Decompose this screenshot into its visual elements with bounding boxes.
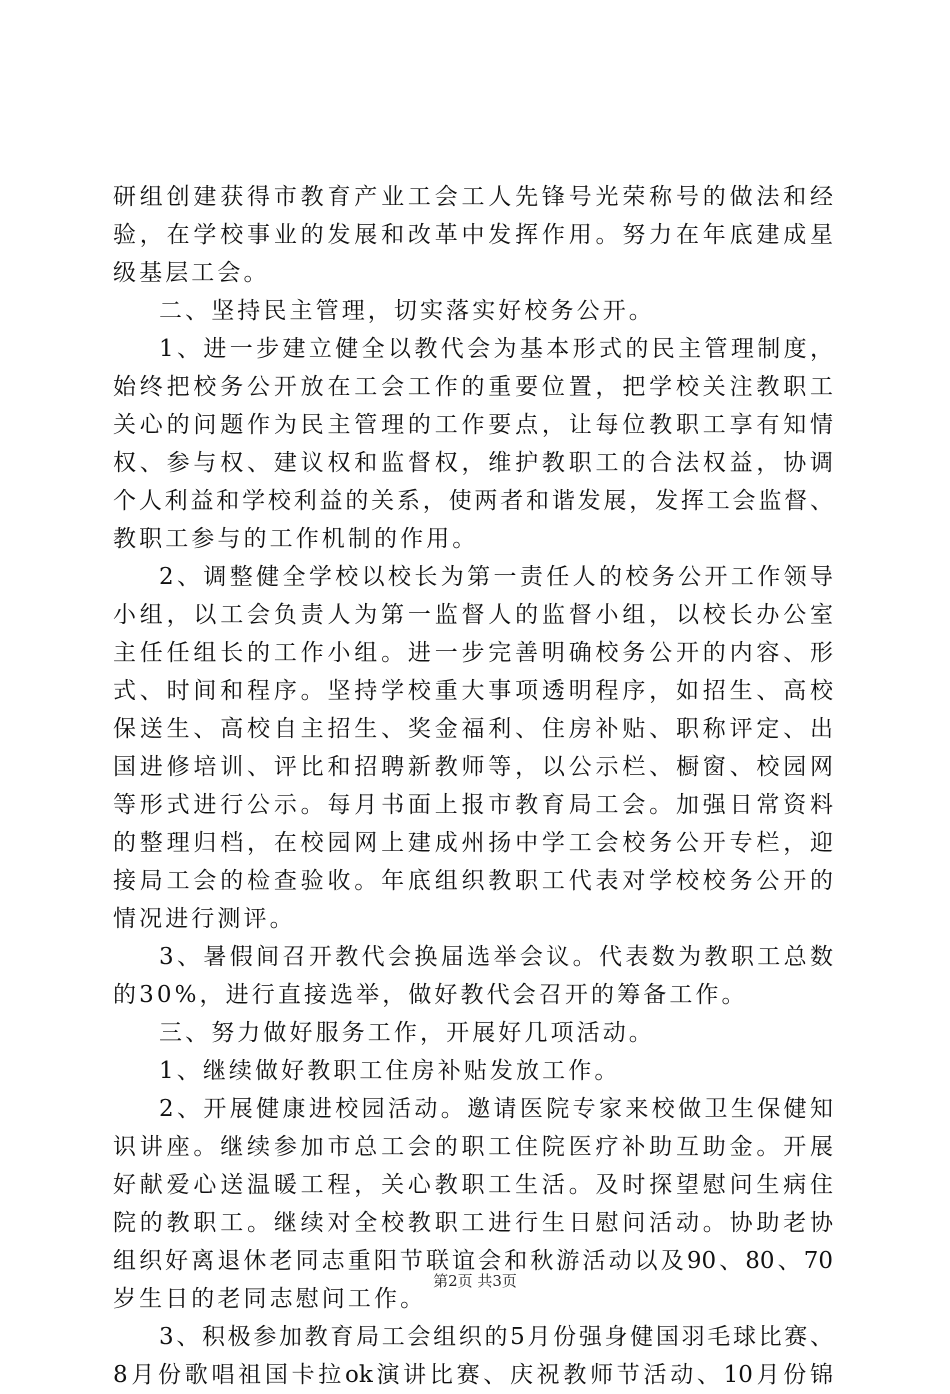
text-line: 等形式进行公示。每月书面上报市教育局工会。加强日常资料 [113,792,833,818]
text-line: 岁生日的老同志慰问工作。 [113,1286,427,1312]
page-footer: 第2页 共3页 [433,1272,517,1290]
text-line: 3、暑假间召开教代会换届选举会议。代表数为教职工总数 [159,944,833,970]
text-line: 1、继续做好教职工住房补贴发放工作。 [159,1058,621,1084]
text-line: 识讲座。继续参加市总工会的职工住院医疗补助互助金。开展 [113,1134,833,1160]
text-line: 主任任组长的工作小组。进一步完善明确校务公开的内容、形 [113,640,833,666]
text-line: 的整理归档，在校园网上建成州扬中学工会校务公开专栏，迎 [113,830,833,856]
text-line: 研组创建获得市教育产业工会工人先锋号光荣称号的做法和经 [113,184,833,210]
text-line: 关心的问题作为民主管理的工作要点，让每位教职工享有知情 [113,412,833,438]
text-line: 保送生、高校自主招生、奖金福利、住房补贴、职称评定、出 [113,716,833,742]
text-line: 2、开展健康进校园活动。邀请医院专家来校做卫生保健知 [159,1096,833,1122]
text-line: 式、时间和程序。坚持学校重大事项透明程序，如招生、高校 [113,678,833,704]
text-line: 组织好离退休老同志重阳节联谊会和秋游活动以及90、80、70 [113,1248,833,1274]
text-line: 权、参与权、建议权和监督权，维护教职工的合法权益，协调 [113,450,833,476]
text-line: 二、坚持民主管理，切实落实好校务公开。 [159,298,655,324]
text-line: 3、积极参加教育局工会组织的5月份强身健国羽毛球比赛、 [159,1324,833,1350]
text-line: 2、调整健全学校以校长为第一责任人的校务公开工作领导 [159,564,833,590]
document-body [113,178,833,1394]
text-line: 始终把校务公开放在工会工作的重要位置，把学校关注教职工 [113,374,833,400]
text-line: 院的教职工。继续对全校教职工进行生日慰问活动。协助老协 [113,1210,833,1236]
text-line: 国进修培训、评比和招聘新教师等，以公示栏、橱窗、校园网 [113,754,833,780]
text-line: 情况进行测评。 [113,906,296,932]
text-line: 1、进一步建立健全以教代会为基本形式的民主管理制度， [159,336,833,362]
text-line: 三、努力做好服务工作，开展好几项活动。 [159,1020,655,1046]
text-line: 接局工会的检查验收。年底组织教职工代表对学校校务公开的 [113,868,833,894]
text-line: 验，在学校事业的发展和改革中发挥作用。努力在年底建成星 [113,222,833,248]
text-line: 8月份歌唱祖国卡拉ok演讲比赛、庆祝教师节活动、10月份锦 [113,1362,833,1388]
text-line: 个人利益和学校利益的关系，使两者和谐发展，发挥工会监督、 [113,488,833,514]
text-line: 的30%，进行直接选举，做好教代会召开的筹备工作。 [113,982,748,1008]
text-line: 级基层工会。 [113,260,270,286]
text-line: 教职工参与的工作机制的作用。 [113,526,479,552]
text-line: 好献爱心送温暖工程，关心教职工生活。及时探望慰问生病住 [113,1172,833,1198]
text-line: 小组，以工会负责人为第一监督人的监督小组，以校长办公室 [113,602,833,628]
